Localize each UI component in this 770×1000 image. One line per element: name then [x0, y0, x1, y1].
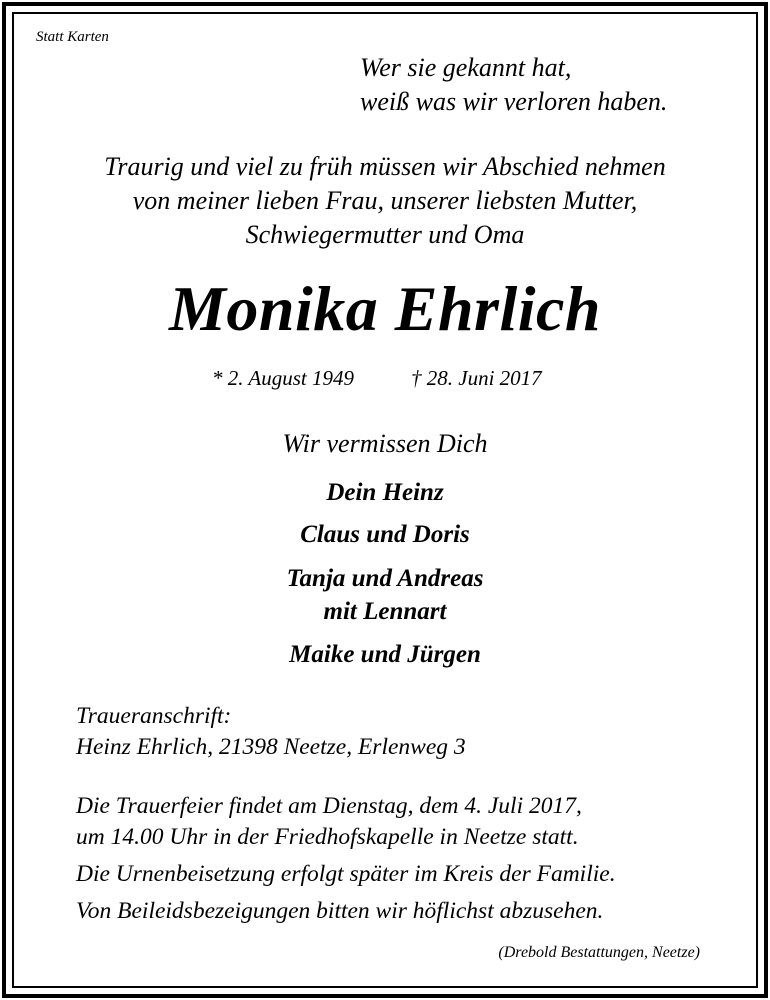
mourners-heading: Wir vermissen Dich	[282, 429, 488, 458]
intro-line-1: Traurig und viel zu früh müssen wir Abschied nehmen	[104, 152, 666, 181]
address-value: Heinz Ehrlich, 21398 Neetze, Erlenweg 3	[76, 734, 466, 760]
mourner-name: Dein Heinz	[326, 479, 444, 506]
service-line-3: Die Urnenbeisetzung erfolgt später im Kreis der Familie.	[76, 861, 616, 887]
quote-line-1: Wer sie gekannt hat,	[360, 53, 572, 82]
quote-line-2: weiß was wir verloren haben.	[360, 87, 668, 116]
deceased-name: Monika Ehrlich	[168, 273, 602, 344]
statt-karten-label: Statt Karten	[36, 29, 109, 45]
mourner-name: Maike und Jürgen	[289, 641, 481, 668]
mourner-name: Claus und Doris	[300, 521, 470, 548]
service-line-2: um 14.00 Uhr in der Friedhofskapelle in Neetze statt.	[76, 824, 579, 850]
death-date: † 28. Juni 2017	[411, 366, 542, 390]
intro-line-2: von meiner lieben Frau, unserer liebsten Mutter,	[132, 186, 638, 215]
intro-line-3: Schwiegermutter und Oma	[245, 220, 525, 249]
birth-date: * 2. August 1949	[212, 366, 354, 390]
mourner-name: Tanja und Andreas	[286, 565, 484, 592]
undertaker-credit: (Drebold Bestattungen, Neetze)	[498, 944, 700, 961]
mourner-name: mit Lennart	[323, 598, 447, 625]
service-line-1: Die Trauerfeier findet am Dienstag, dem 4. Juli 2017,	[76, 793, 582, 819]
service-line-4: Von Beileidsbezeigungen bitten wir höflichst abzusehen.	[76, 898, 604, 924]
address-label: Traueranschrift:	[76, 703, 232, 729]
